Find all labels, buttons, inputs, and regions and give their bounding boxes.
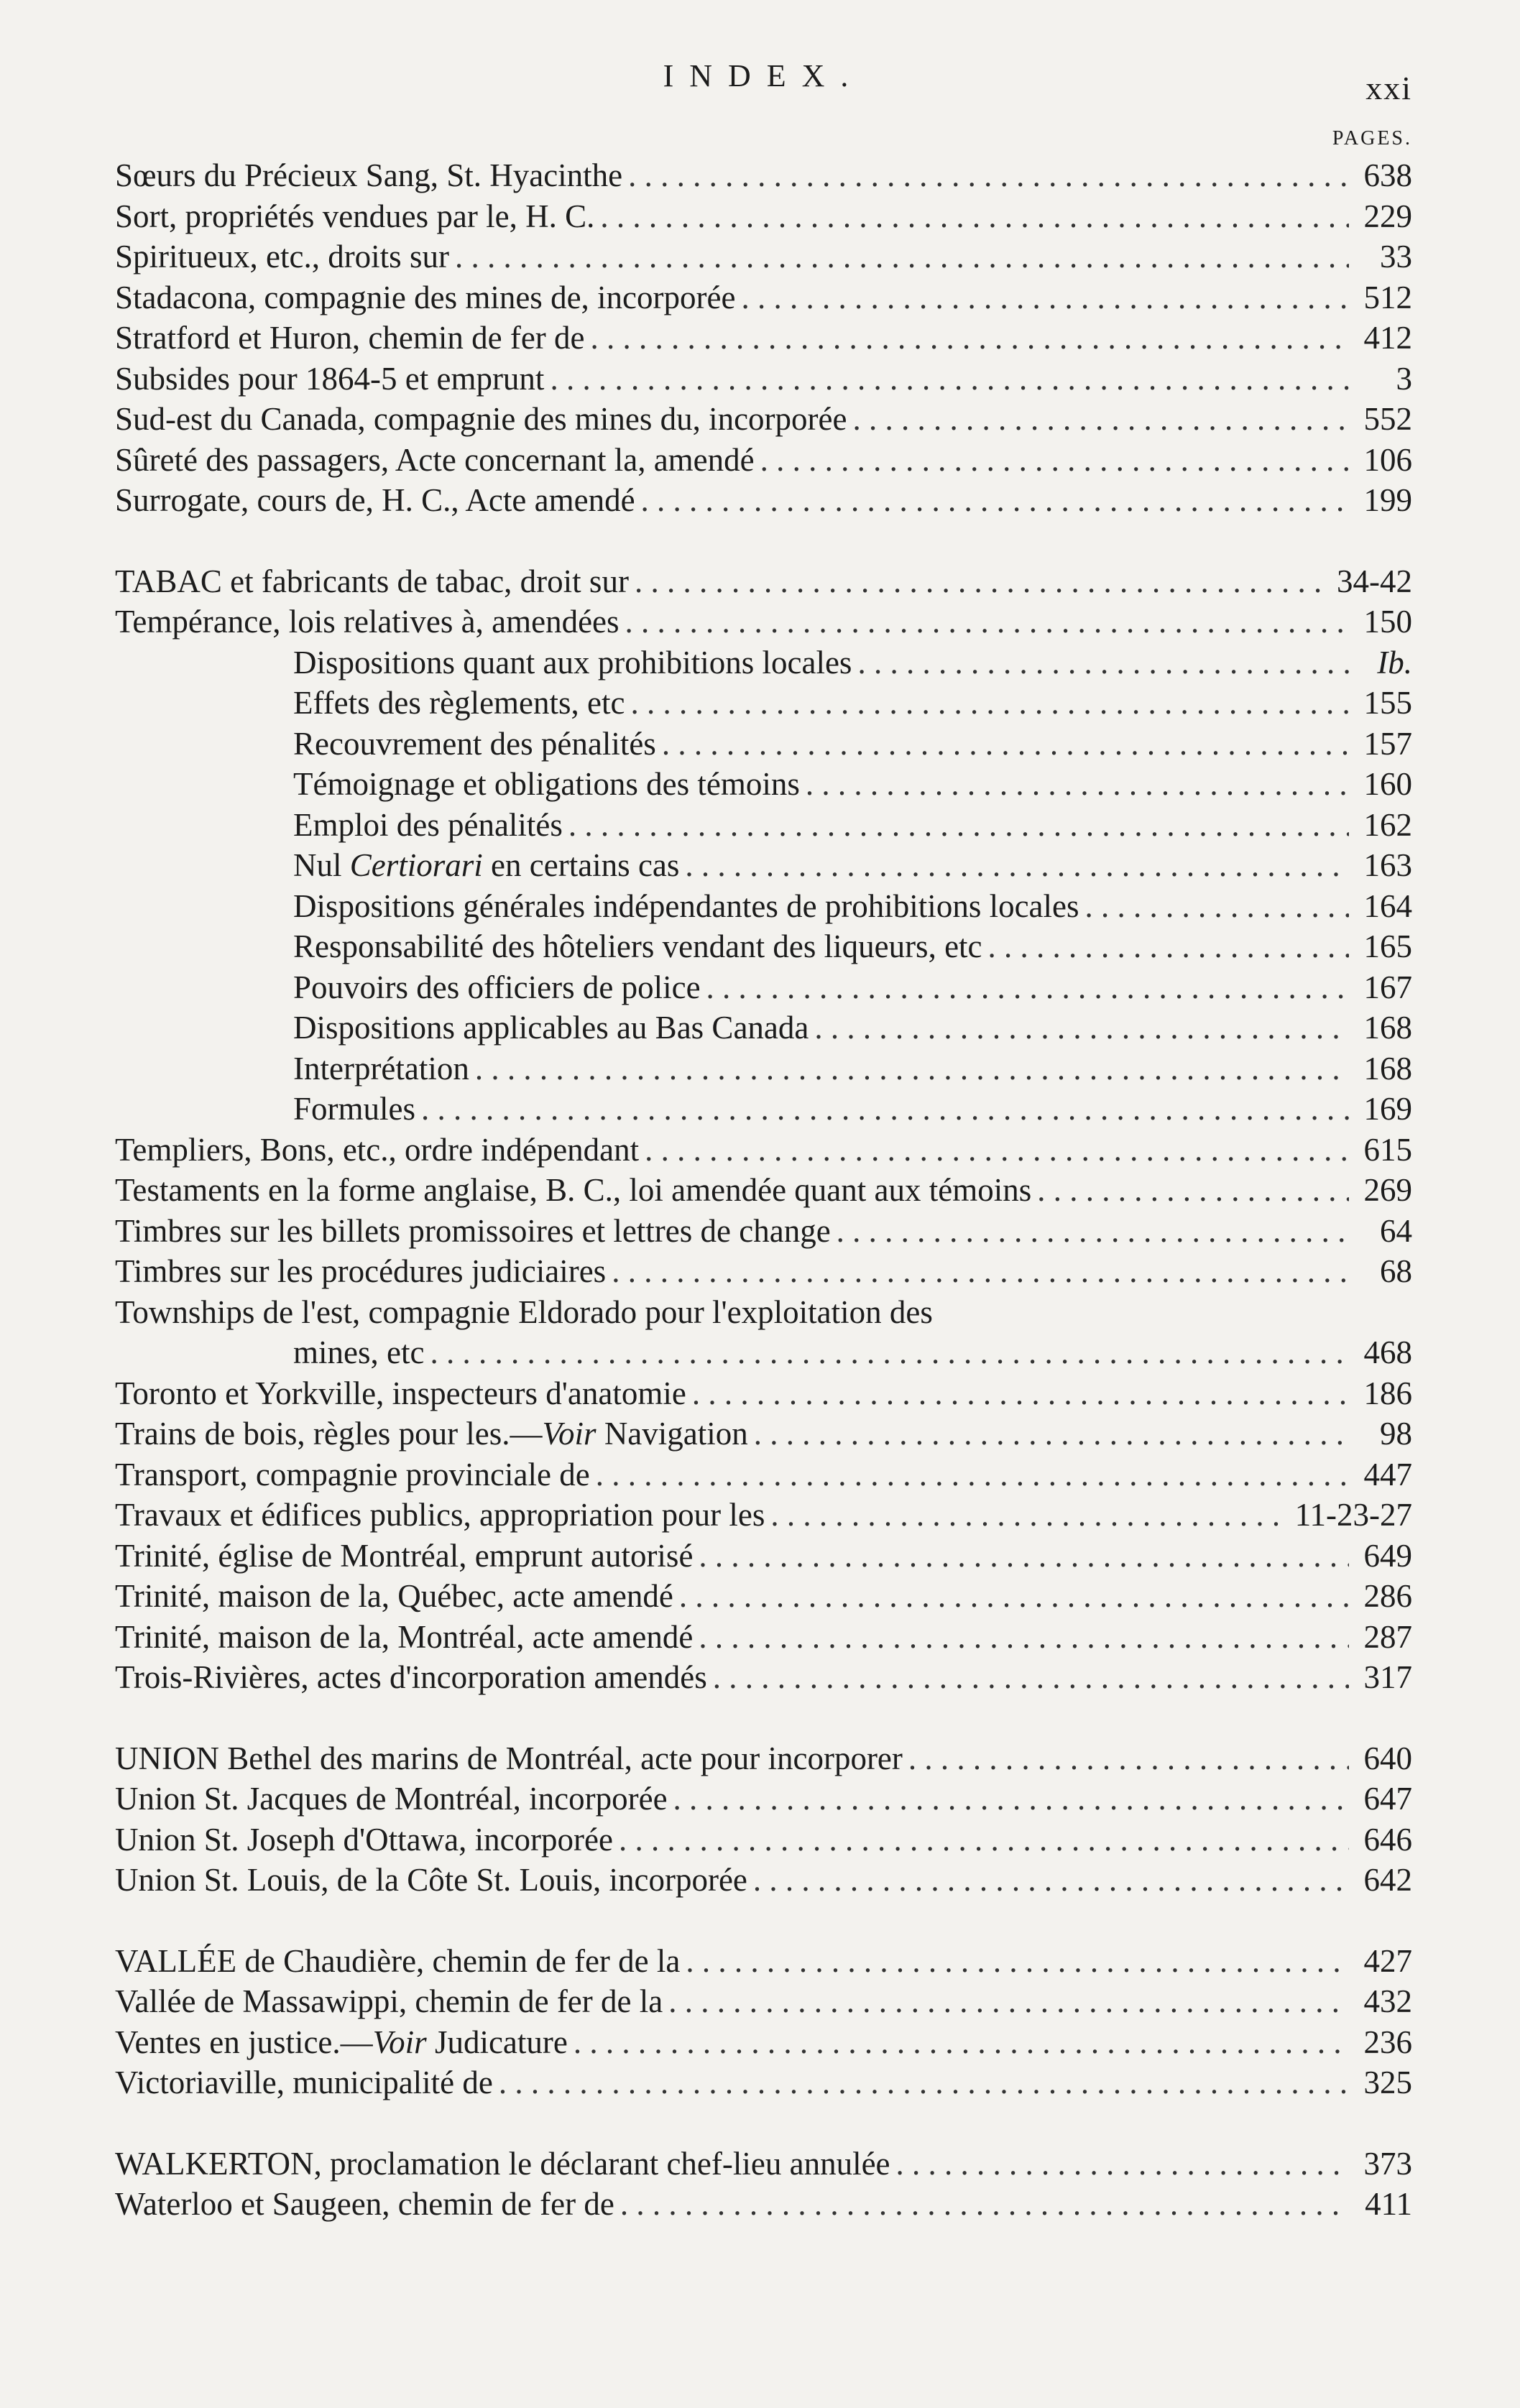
entry-text: Toronto et Yorkville, inspecteurs d'anatomie	[115, 1375, 686, 1411]
dot-leader	[668, 1981, 1349, 2022]
page-number: 162	[1363, 806, 1412, 843]
dot-leader	[475, 1048, 1349, 1089]
dot-leader	[699, 1536, 1349, 1577]
entry-text: Surrogate, cours de, H. C., Acte amendé	[115, 482, 635, 518]
entry-text: Dispositions générales indépendantes de prohibitions locales	[293, 887, 1079, 924]
index-body	[115, 155, 1412, 2225]
dot-leader	[1085, 886, 1349, 927]
entry-text: Témoignage et obligations des témoins	[293, 766, 800, 802]
dot-leader	[713, 1657, 1349, 1698]
index-entry	[115, 1170, 1412, 1211]
entry-text: Tempérance, lois relatives à, amendées	[115, 604, 619, 640]
dot-leader	[430, 1332, 1349, 1373]
entry-text: Subsides pour 1864-5 et emprunt	[115, 360, 545, 397]
page-number: 165	[1363, 928, 1412, 964]
page-header	[115, 0, 1412, 122]
entry-text: Trains de bois, règles pour les.—Voir Navigation	[115, 1416, 748, 1452]
entry-text: TABAC et fabricants de tabac, droit sur	[115, 563, 629, 599]
page-number: 325	[1363, 2065, 1412, 2100]
index-entry	[115, 2144, 1412, 2185]
index-entry	[115, 1819, 1412, 1860]
entry-text: Dispositions quant aux prohibitions locales	[293, 644, 852, 681]
dot-leader	[596, 1454, 1349, 1495]
page-number: 642	[1363, 1862, 1412, 1898]
page-number: 649	[1363, 1537, 1412, 1574]
dot-leader	[499, 2062, 1349, 2103]
section-gap	[115, 2103, 1412, 2144]
index-entry-continuation	[115, 1332, 1412, 1373]
page-number: 286	[1363, 1578, 1412, 1614]
dot-leader	[631, 683, 1350, 724]
page-number: 163	[1363, 847, 1412, 883]
index-entry	[115, 359, 1412, 400]
index-entry	[115, 1576, 1412, 1617]
page-number: 640	[1363, 1740, 1412, 1776]
entry-text: Dispositions applicables au Bas Canada	[293, 1010, 809, 1046]
entry-text: Union St. Louis, de la Côte St. Louis, incorporée	[115, 1862, 747, 1898]
dot-leader	[706, 967, 1349, 1008]
dot-leader	[988, 926, 1349, 967]
entry-text: Transport, compagnie provinciale de	[115, 1456, 590, 1493]
page-number: 638	[1363, 157, 1412, 193]
dot-leader	[673, 1779, 1349, 1819]
index-entry	[115, 480, 1412, 521]
dot-leader	[685, 845, 1349, 886]
entry-text: Travaux et édifices publics, appropriation pour les	[115, 1497, 765, 1533]
page-number: 11-23-27	[1294, 1497, 1412, 1533]
dot-leader	[568, 805, 1349, 846]
index-entry	[115, 1292, 1412, 1333]
page-number: 157	[1363, 725, 1412, 762]
page-number: 317	[1363, 1659, 1412, 1695]
dot-leader	[574, 2022, 1349, 2063]
page-number: 199	[1363, 482, 1412, 518]
page-number: 412	[1363, 320, 1412, 356]
entry-text: Emploi des pénalités	[293, 806, 563, 843]
entry-text: Responsabilité des hôteliers vendant des liqueurs, etc	[293, 928, 982, 964]
page-number: 229	[1363, 198, 1412, 234]
page-number: 33	[1380, 239, 1412, 275]
page-number: Ib.	[1377, 644, 1412, 681]
entry-text: Vallée de Massawippi, chemin de fer de la	[115, 1983, 663, 2019]
index-subentry	[115, 805, 1412, 846]
entry-text: WALKERTON, proclamation le déclarant chef-lieu annulée	[115, 2145, 890, 2182]
entry-text: Union St. Joseph d'Ottawa, incorporée	[115, 1821, 613, 1858]
dot-leader	[896, 2144, 1349, 2185]
index-entry	[115, 399, 1412, 440]
dot-leader	[455, 236, 1349, 277]
dot-leader	[753, 1860, 1349, 1901]
page-number: 34-42	[1337, 563, 1412, 599]
page-number: 155	[1363, 685, 1412, 721]
entry-text: Recouvrement des pénalités	[293, 725, 656, 762]
index-subentry	[115, 724, 1412, 765]
page-number: 269	[1363, 1172, 1412, 1208]
page-number: 160	[1363, 766, 1412, 802]
entry-text: Union St. Jacques de Montréal, incorporée	[115, 1781, 668, 1817]
section-gap	[115, 1901, 1412, 1941]
page-number: 646	[1363, 1821, 1412, 1858]
entry-text: Nul Certiorari en certains cas	[293, 847, 680, 883]
page-number: 186	[1363, 1375, 1412, 1411]
entry-text: mines, etc	[293, 1334, 425, 1370]
index-entry	[115, 1413, 1412, 1454]
page-number: 373	[1363, 2145, 1412, 2182]
index-entry	[115, 1130, 1412, 1171]
entry-text: Stratford et Huron, chemin de fer de	[115, 320, 585, 356]
dot-leader	[591, 318, 1349, 359]
dot-leader	[1037, 1170, 1349, 1211]
entry-text: Sûreté des passagers, Acte concernant la, amendé	[115, 441, 755, 478]
index-entry	[115, 155, 1412, 196]
entry-text: Testaments en la forme anglaise, B. C., loi amendée quant aux témoins	[115, 1172, 1032, 1208]
index-subentry	[115, 642, 1412, 683]
index-entry	[115, 1779, 1412, 1819]
dot-leader	[421, 1089, 1349, 1130]
index-entry	[115, 236, 1412, 277]
entry-text: VALLÉE de Chaudière, chemin de fer de la	[115, 1942, 681, 1979]
entry-text: Timbres sur les billets promissoires et lettres de change	[115, 1212, 831, 1249]
dot-leader	[635, 561, 1331, 602]
page-number: 615	[1363, 1131, 1412, 1168]
index-subentry	[115, 845, 1412, 886]
page-number: 98	[1380, 1416, 1412, 1452]
entry-text: Spiritueux, etc., droits sur	[115, 239, 449, 275]
entry-text: Victoriaville, municipalité de	[115, 2065, 493, 2100]
page-number: 512	[1363, 279, 1412, 315]
index-entry	[115, 440, 1412, 481]
dot-leader	[679, 1576, 1349, 1617]
index-entry	[115, 2184, 1412, 2225]
dot-leader	[699, 1617, 1349, 1658]
page-number: 432	[1363, 1983, 1412, 2019]
page-number: 68	[1380, 1253, 1412, 1289]
page-number: 411	[1365, 2186, 1412, 2222]
page-number: 106	[1363, 441, 1412, 478]
dot-leader	[600, 196, 1349, 237]
entry-text: Waterloo et Saugeen, chemin de fer de	[115, 2186, 614, 2222]
dot-leader	[692, 1373, 1349, 1414]
page-title: INDEX.	[663, 58, 865, 93]
index-entry	[115, 1536, 1412, 1577]
dot-leader	[852, 399, 1349, 440]
page-number: 236	[1363, 2024, 1412, 2060]
page-number: 287	[1363, 1618, 1412, 1655]
index-entry	[115, 1657, 1412, 1698]
dot-leader	[625, 601, 1349, 642]
index-entry	[115, 318, 1412, 359]
entry-text: Templiers, Bons, etc., ordre indépendant	[115, 1131, 640, 1168]
index-entry	[115, 601, 1412, 642]
page-number: 168	[1363, 1010, 1412, 1046]
page-number: 167	[1363, 969, 1412, 1005]
index-entry	[115, 1941, 1412, 1982]
index-subentry	[115, 967, 1412, 1008]
dot-leader	[754, 1413, 1349, 1454]
entry-text: Interprétation	[293, 1050, 469, 1087]
index-subentry	[115, 1089, 1412, 1130]
index-subentry	[115, 764, 1412, 805]
page-number: 552	[1363, 401, 1412, 437]
entry-text: Stadacona, compagnie des mines de, incorporée	[115, 279, 736, 315]
index-subentry	[115, 1048, 1412, 1089]
index-entry	[115, 1860, 1412, 1901]
dot-leader	[814, 1007, 1349, 1048]
index-entry	[115, 1373, 1412, 1414]
index-entry	[115, 2022, 1412, 2063]
index-subentry	[115, 926, 1412, 967]
index-entry	[115, 1738, 1412, 1779]
index-entry	[115, 1617, 1412, 1658]
index-entry	[115, 1211, 1412, 1252]
dot-leader	[686, 1941, 1349, 1982]
dot-leader	[837, 1211, 1349, 1252]
entry-text: Townships de l'est, compagnie Eldorado pour l'exploitation des	[115, 1293, 933, 1330]
page-number: 168	[1363, 1050, 1412, 1087]
dot-leader	[628, 155, 1349, 196]
dot-leader	[641, 480, 1349, 521]
entry-text: Sort, propriétés vendues par le, H. C.	[115, 198, 595, 234]
index-entry	[115, 1495, 1412, 1536]
entry-text: Trinité, église de Montréal, emprunt autorisé	[115, 1537, 694, 1574]
entry-text: Formules	[293, 1091, 416, 1127]
index-entry	[115, 1251, 1412, 1292]
entry-text: Sœurs du Précieux Sang, St. Hyacinthe	[115, 157, 623, 193]
page-number: 447	[1363, 1456, 1412, 1493]
page-number: 647	[1363, 1781, 1412, 1817]
dot-leader	[612, 1251, 1349, 1292]
index-entry	[115, 2062, 1412, 2103]
index-entry	[115, 277, 1412, 318]
page-number: 64	[1380, 1212, 1412, 1249]
index-subentry	[115, 886, 1412, 927]
dot-leader	[662, 724, 1349, 765]
section-gap	[115, 521, 1412, 561]
dot-leader	[806, 764, 1349, 805]
index-subentry	[115, 1007, 1412, 1048]
page-number: 169	[1363, 1091, 1412, 1127]
dot-leader	[619, 1819, 1349, 1860]
index-entry	[115, 1981, 1412, 2022]
page-folio: xxi	[1365, 70, 1412, 106]
index-entry	[115, 196, 1412, 237]
pages-column-label: PAGES.	[1332, 127, 1412, 149]
entry-text: Sud-est du Canada, compagnie des mines du, incorporée	[115, 401, 847, 437]
section-gap	[115, 1698, 1412, 1738]
entry-text: Trois-Rivières, actes d'incorporation amendés	[115, 1659, 707, 1695]
entry-text: Trinité, maison de la, Montréal, acte amendé	[115, 1618, 694, 1655]
entry-text: Trinité, maison de la, Québec, acte amendé	[115, 1578, 673, 1614]
dot-leader	[908, 1738, 1349, 1779]
index-entry	[115, 561, 1412, 602]
dot-leader	[645, 1130, 1349, 1171]
page-number: 427	[1363, 1942, 1412, 1979]
entry-text: Pouvoirs des officiers de police	[293, 969, 701, 1005]
page-number: 150	[1363, 604, 1412, 640]
dot-leader	[741, 277, 1349, 318]
index-entry	[115, 1454, 1412, 1495]
index-subentry	[115, 683, 1412, 724]
dot-leader	[857, 642, 1349, 683]
dot-leader	[550, 359, 1349, 400]
entry-text: Timbres sur les procédures judiciaires	[115, 1253, 607, 1289]
entry-text: Effets des règlements, etc	[293, 685, 625, 721]
entry-text: Ventes en justice.—Voir Judicature	[115, 2024, 568, 2060]
page-number: 164	[1363, 887, 1412, 924]
dot-leader	[770, 1495, 1289, 1536]
dot-leader	[760, 440, 1349, 481]
entry-text: UNION Bethel des marins de Montréal, acte pour incorporer	[115, 1740, 903, 1776]
dot-leader	[620, 2184, 1349, 2225]
page-number: 468	[1363, 1334, 1412, 1370]
page-number: 3	[1396, 360, 1412, 397]
